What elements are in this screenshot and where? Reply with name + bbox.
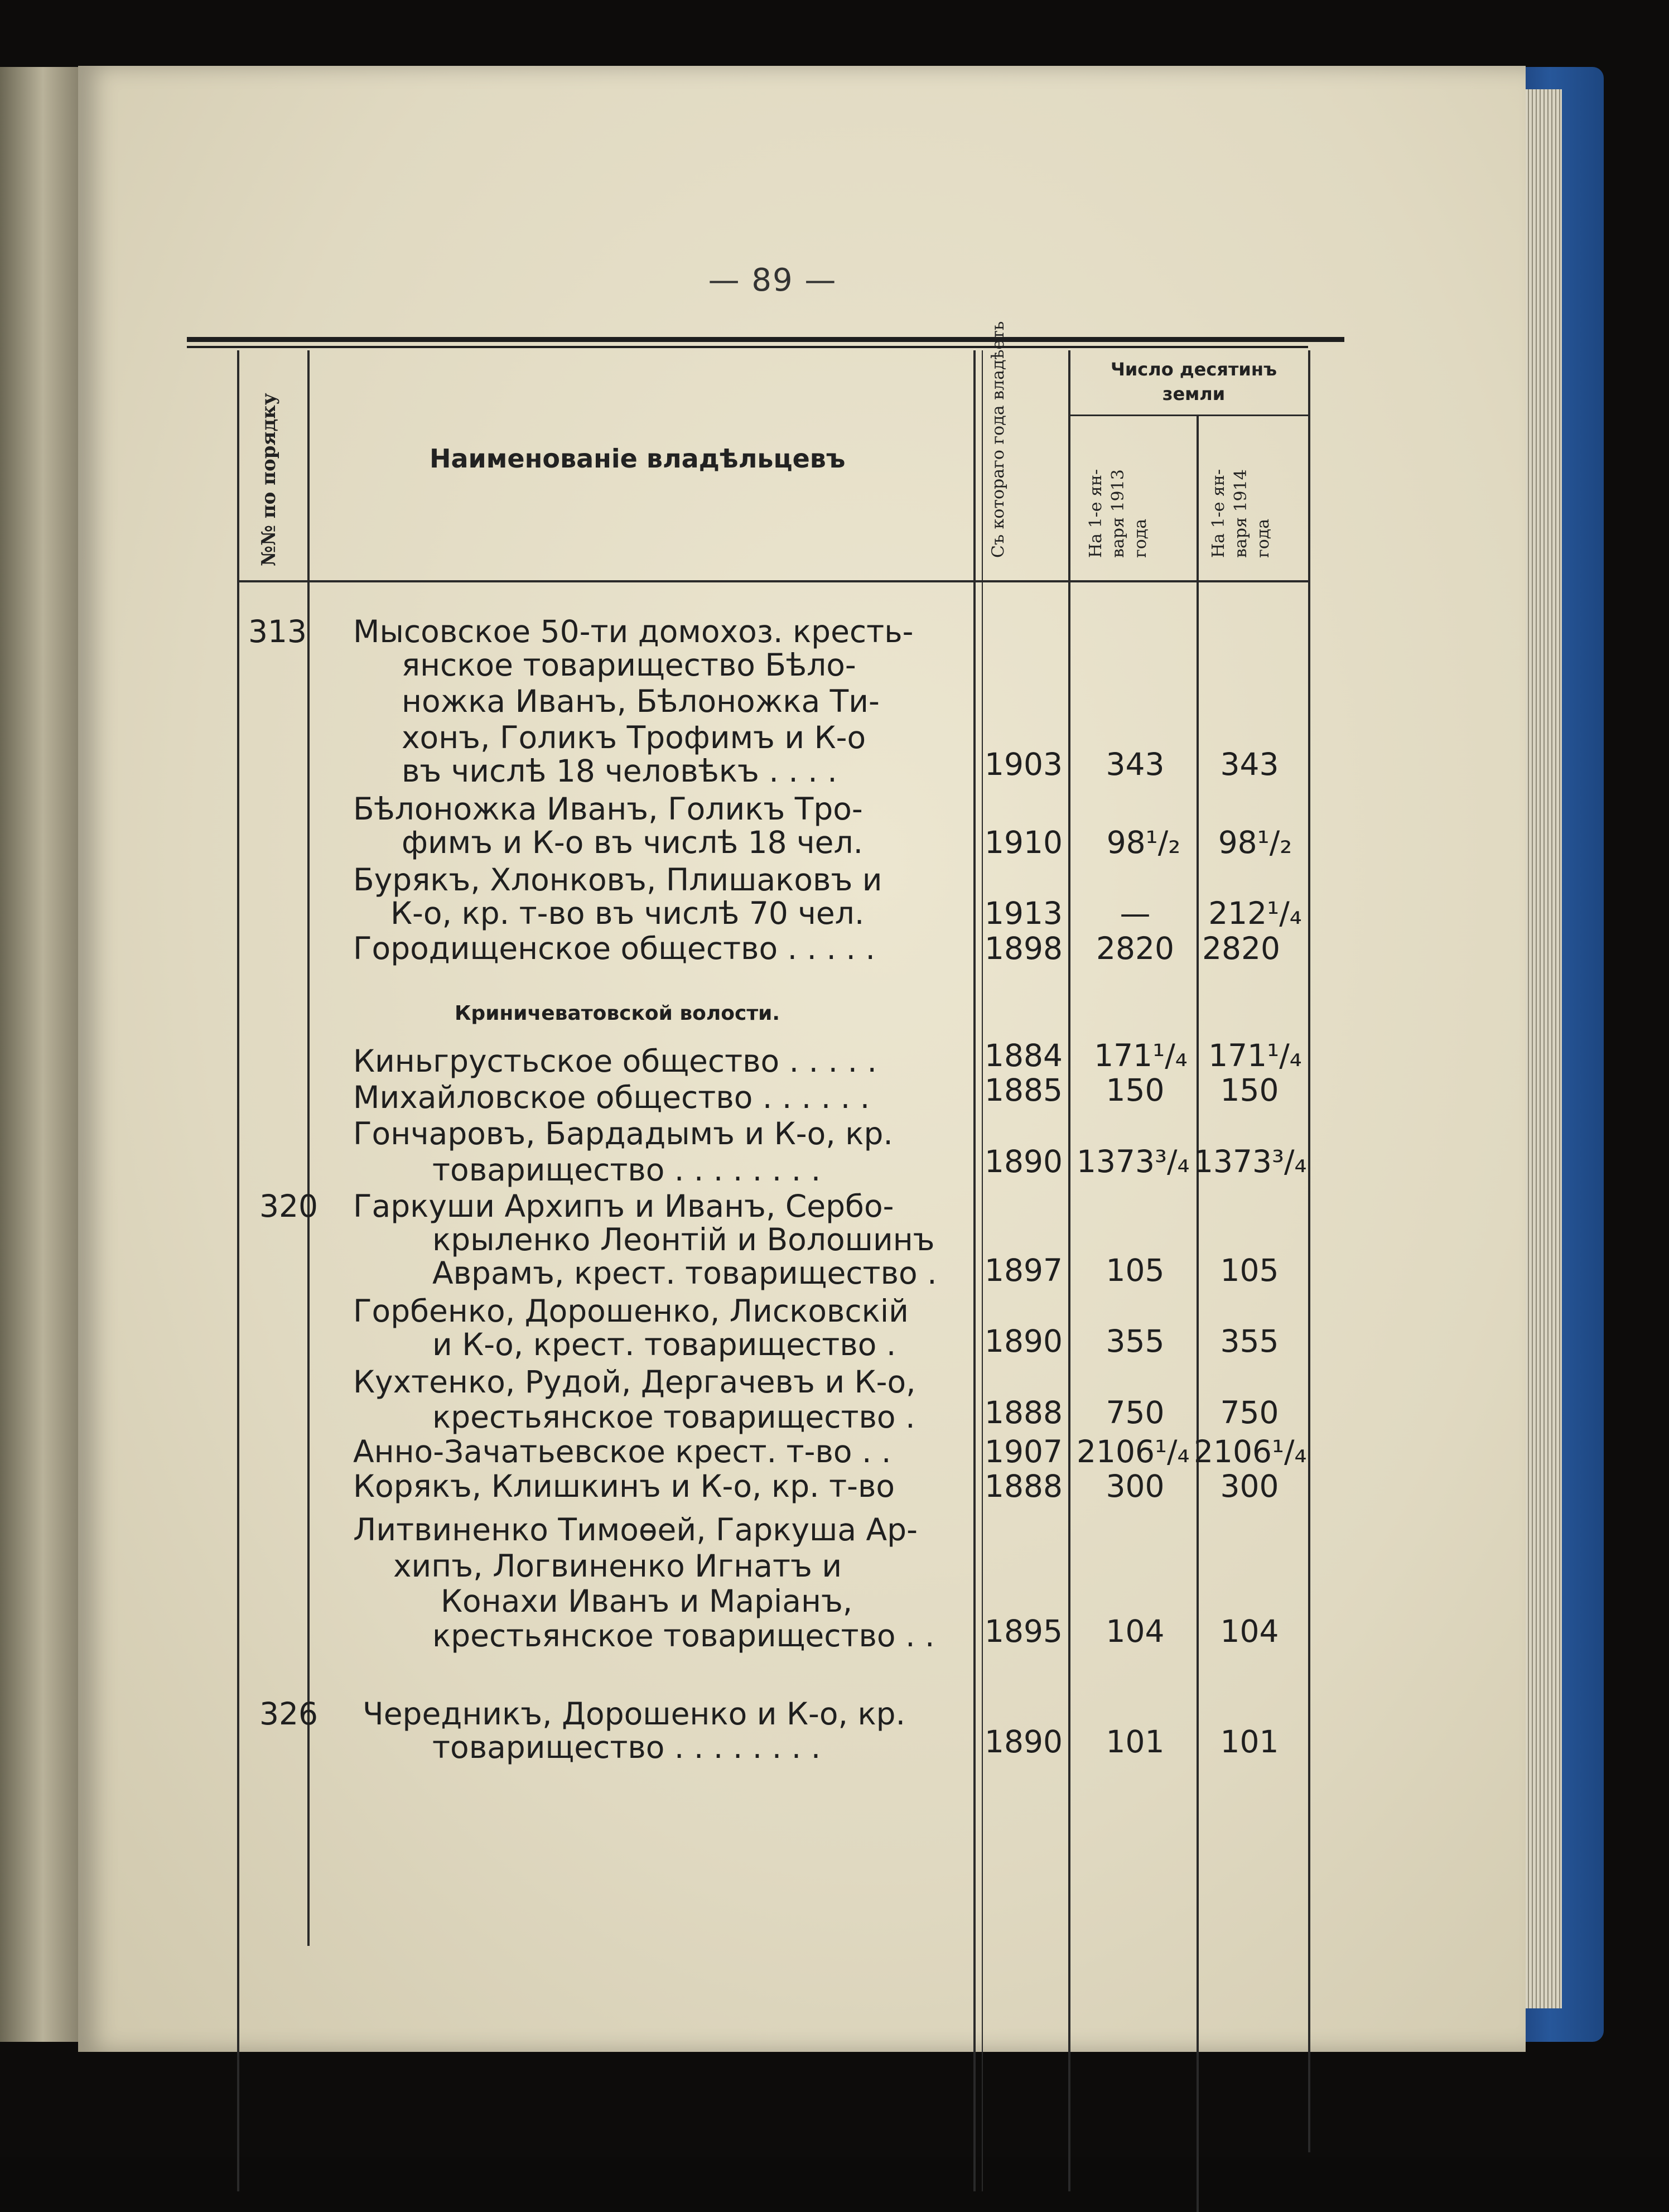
since-year: 1895 (985, 1613, 1063, 1649)
land-1914: 212¹/₄ (1208, 895, 1302, 931)
owner-name-line: К-о, кр. т-во въ числѣ 70 чел. (390, 895, 865, 931)
land-1913: 101 (1106, 1724, 1165, 1760)
header-bottom-rule (237, 580, 1308, 582)
header-1913-text: На 1-е ян- варя 1913 года (1086, 469, 1150, 558)
table-top-rule (187, 337, 1344, 342)
owner-name-line: янское товарищество Бѣло- (402, 647, 856, 683)
owner-name-line: Кухтенко, Рудой, Дергачевъ и К-о, (353, 1364, 916, 1400)
owner-name-line: Аврамъ, крест. товарищество . (432, 1255, 937, 1291)
owner-name-line: Литвиненко Тимоѳей, Гаркуша Ар- (353, 1512, 918, 1548)
header-1913 (1085, 430, 1152, 558)
land-1914: 2820 (1202, 931, 1280, 966)
column-divider-1913 (1197, 416, 1199, 2212)
owner-name-line: въ числѣ 18 человѣкъ . . . . (402, 753, 837, 789)
since-year: 1897 (985, 1252, 1063, 1288)
section-heading: Криничеватовской волости. (455, 1002, 780, 1025)
since-year: 1913 (985, 895, 1063, 931)
land-1914: 101 (1220, 1724, 1279, 1760)
row-number: 320 (259, 1188, 318, 1224)
land-1913: — (1120, 895, 1151, 931)
since-year: 1907 (985, 1434, 1063, 1469)
land-1914: 2106¹/₄ (1194, 1434, 1307, 1469)
left-page-edge (0, 67, 78, 2042)
owner-name-line: Городищенское общество . . . . . (353, 931, 875, 966)
table-top-rule-thin (187, 346, 1308, 348)
owner-name-line: Бурякъ, Хлонковъ, Плишаковъ и (353, 862, 882, 898)
land-1913: 355 (1106, 1323, 1165, 1359)
owner-name-line: Конахи Иванъ и Маріанъ, (441, 1583, 853, 1619)
owner-name-line: Мысовское 50-ти домохоз. кресть- (353, 614, 914, 649)
land-1914: 343 (1220, 746, 1279, 782)
row-number: 313 (248, 614, 307, 649)
since-year: 1884 (985, 1038, 1063, 1073)
owner-name-line: Михайловское общество . . . . . . (353, 1080, 870, 1115)
owner-name-line: товарищество . . . . . . . . (432, 1152, 821, 1188)
land-1913: 343 (1106, 746, 1165, 782)
owner-name-line: крестьянское товарищество . . (432, 1618, 935, 1654)
owner-name-line: Гончаровъ, Бардадымъ и К-о, кр. (353, 1116, 893, 1151)
owner-name-line: товарищество . . . . . . . . (432, 1729, 821, 1765)
owner-name-line: хипъ, Логвиненко Игнатъ и (393, 1548, 842, 1584)
owner-name-line: крыленко Леонтій и Волошинъ (432, 1222, 935, 1257)
land-1913: 150 (1106, 1072, 1165, 1108)
since-year: 1910 (985, 825, 1063, 860)
column-divider-right (1308, 350, 1310, 2152)
since-year: 1890 (985, 1323, 1063, 1359)
owner-name-line: Корякъ, Клишкинъ и К-о, кр. т-во (353, 1468, 895, 1504)
header-owner-name: Наименованіе владѣльцевъ (430, 444, 846, 474)
land-1914: 150 (1220, 1072, 1279, 1108)
land-1914: 98¹/₂ (1218, 825, 1292, 860)
header-1914 (1208, 430, 1275, 558)
owner-name-line: ножка Иванъ, Бѣлоножка Ти- (402, 683, 880, 719)
owner-name-line: хонъ, Голикъ Трофимъ и К-о (402, 720, 866, 755)
land-1913: 1373³/₄ (1077, 1144, 1190, 1179)
land-1914: 105 (1220, 1252, 1279, 1288)
land-1914: 300 (1220, 1468, 1279, 1504)
land-1913: 750 (1106, 1395, 1165, 1430)
land-1914: 750 (1220, 1395, 1279, 1430)
land-1913: 2106¹/₄ (1077, 1434, 1190, 1469)
header-land: Число десятинъ земли (1111, 359, 1277, 404)
column-divider-name (973, 350, 976, 2191)
since-year: 1890 (985, 1724, 1063, 1760)
since-year: 1885 (985, 1072, 1063, 1108)
since-year: 1888 (985, 1395, 1063, 1430)
header-since-year-text: Съ котораго года владѣеть (988, 321, 1008, 558)
owner-name-line: крестьянское товарищество . (432, 1399, 915, 1435)
since-year: 1888 (985, 1468, 1063, 1504)
land-1913: 2820 (1096, 931, 1174, 966)
header-row-number: №№ по порядку (258, 393, 280, 566)
owner-name-line: фимъ и К-о въ числѣ 18 чел. (402, 825, 864, 860)
land-1913: 105 (1106, 1252, 1165, 1288)
header-since-year (987, 321, 1010, 558)
land-header-rule (1068, 415, 1308, 416)
land-1914: 1373³/₄ (1194, 1144, 1307, 1179)
land-1914: 171¹/₄ (1208, 1038, 1302, 1073)
land-1913: 171¹/₄ (1094, 1038, 1188, 1073)
owner-name-line: Горбенко, Дорошенко, Лисковскій (353, 1293, 909, 1329)
owner-name-line: Гаркуши Архипъ и Иванъ, Сербо- (353, 1188, 894, 1224)
land-1913: 104 (1106, 1613, 1165, 1649)
since-year: 1898 (985, 931, 1063, 966)
land-1913: 300 (1106, 1468, 1165, 1504)
owner-name-line: и К-о, крест. товарищество . (432, 1327, 896, 1362)
row-number: 326 (259, 1696, 318, 1732)
land-1913: 98¹/₂ (1106, 825, 1181, 860)
page-number: — 89 — (708, 262, 837, 298)
owner-name-line: Анно-Зачатьевское крест. т-во . . (353, 1434, 891, 1469)
owner-name-line: Бѣлоножка Иванъ, Голикъ Тро- (353, 791, 863, 827)
owner-name-line: Чередникъ, Дорошенко и К-о, кр. (363, 1696, 906, 1732)
column-divider-since (1068, 350, 1070, 2191)
since-year: 1903 (985, 746, 1063, 782)
land-1914: 104 (1220, 1613, 1279, 1649)
owner-name-line: Киньгрустьское общество . . . . . (353, 1043, 877, 1079)
since-year: 1890 (985, 1144, 1063, 1179)
header-1914-text: На 1-е ян- варя 1914 года (1209, 469, 1273, 558)
land-1914: 355 (1220, 1323, 1279, 1359)
